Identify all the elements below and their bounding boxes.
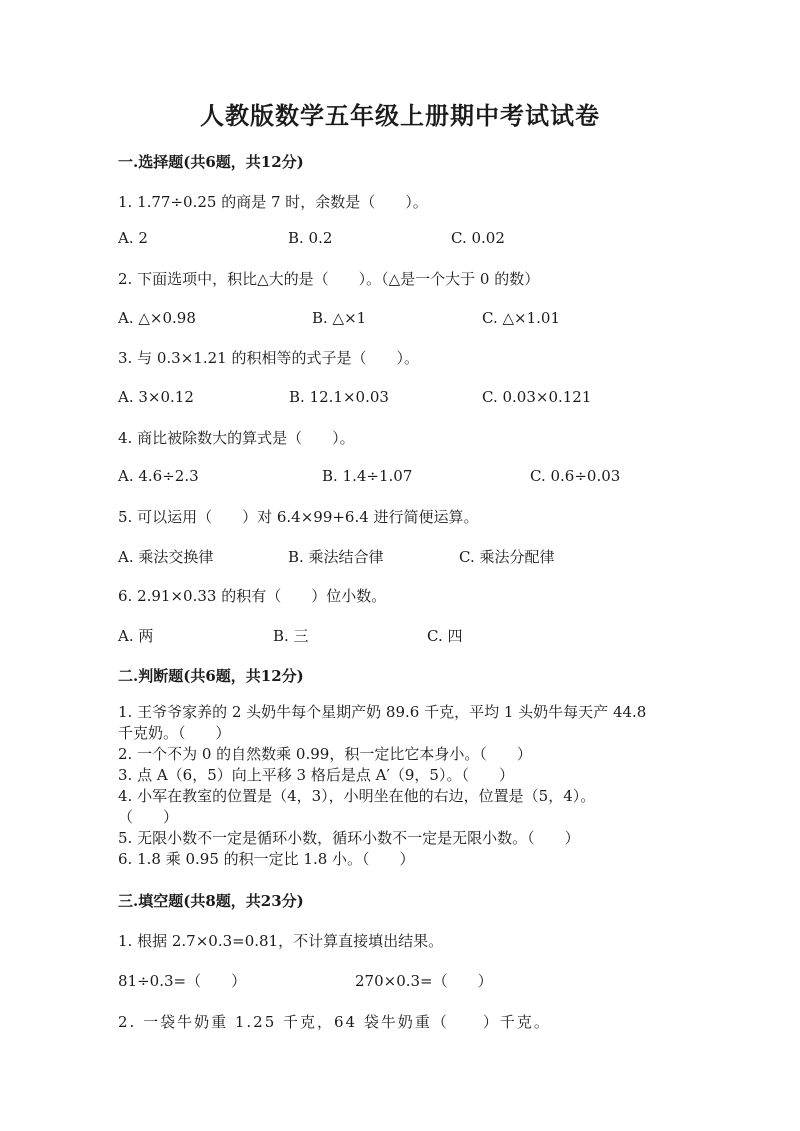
question-stem: 1. 1.77÷0.25 的商是 7 时，余数是（ ）。 bbox=[118, 193, 428, 211]
fill-in-item: 270×0.3=（ ） bbox=[355, 972, 493, 990]
list-item: 千克奶。（ ） bbox=[118, 724, 231, 742]
option-a: A. 两 bbox=[118, 627, 154, 645]
option-c: C. 0.03×0.121 bbox=[482, 388, 592, 406]
question-stem: 1. 根据 2.7×0.3=0.81，不计算直接填出结果。 bbox=[118, 932, 444, 950]
question-stem: 5. 可以运用（ ）对 6.4×99+6.4 进行简便运算。 bbox=[118, 508, 479, 526]
list-item: （ ） bbox=[118, 808, 179, 826]
options-row bbox=[118, 546, 698, 566]
question-stem: 3. 与 0.3×1.21 的积相等的式子是（ ）。 bbox=[118, 349, 419, 367]
question-stem: 2. 下面选项中，积比△大的是（ ）。（△是一个大于 0 的数） bbox=[118, 270, 540, 288]
list-item: 3. 点 A（6，5）向上平移 3 格后是点 A′（9，5）。（ ） bbox=[118, 766, 514, 784]
options-row bbox=[118, 467, 698, 487]
section-heading-true-false: 二.判断题(共6题，共12分) bbox=[118, 667, 304, 685]
list-item: 6. 1.8 乘 0.95 的积一定比 1.8 小。（ ） bbox=[118, 850, 415, 868]
option-c: C. 乘法分配律 bbox=[459, 548, 555, 566]
option-b: B. 12.1×0.03 bbox=[289, 388, 389, 406]
option-b: B. 0.2 bbox=[288, 229, 333, 247]
option-a: A. 乘法交换律 bbox=[118, 548, 214, 566]
option-a: A. 4.6÷2.3 bbox=[118, 467, 199, 485]
option-b: B. △×1 bbox=[312, 309, 367, 327]
option-a: A. 2 bbox=[118, 229, 148, 247]
section-heading-choice: 一.选择题(共6题，共12分) bbox=[118, 153, 304, 171]
options-row bbox=[118, 388, 698, 408]
section-heading-fill-in: 三.填空题(共8题，共23分) bbox=[118, 892, 304, 910]
option-c: C. △×1.01 bbox=[482, 309, 560, 327]
option-c: C. 0.02 bbox=[451, 229, 505, 247]
list-item: 4. 小军在教室的位置是（4，3），小明坐在他的右边，位置是（5，4）。 bbox=[118, 787, 596, 805]
question-stem: 2. 一袋牛奶重 1.25 千克，64 袋牛奶重（ ）千克。 bbox=[118, 1013, 551, 1031]
list-item: 1. 王爷爷家养的 2 头奶牛每个星期产奶 89.6 千克，平均 1 头奶牛每天产 44.8 bbox=[118, 703, 647, 721]
fill-in-item: 81÷0.3=（ ） bbox=[118, 972, 247, 990]
option-b: B. 1.4÷1.07 bbox=[322, 467, 413, 485]
list-item: 5. 无限小数不一定是循环小数，循环小数不一定是无限小数。（ ） bbox=[118, 829, 580, 847]
options-row bbox=[118, 309, 698, 329]
option-c: C. 0.6÷0.03 bbox=[530, 467, 621, 485]
option-a: A. 3×0.12 bbox=[118, 388, 194, 406]
question-stem: 6. 2.91×0.33 的积有（ ）位小数。 bbox=[118, 587, 387, 605]
question-stem: 4. 商比被除数大的算式是（ ）。 bbox=[118, 429, 355, 447]
list-item: 2. 一个不为 0 的自然数乘 0.99，积一定比它本身小。（ ） bbox=[118, 745, 532, 763]
option-b: B. 三 bbox=[273, 627, 309, 645]
option-b: B. 乘法结合律 bbox=[288, 548, 384, 566]
options-row bbox=[118, 229, 698, 249]
fill-in-row bbox=[118, 970, 698, 990]
option-c: C. 四 bbox=[427, 627, 463, 645]
true-false-list bbox=[118, 702, 698, 870]
option-a: A. △×0.98 bbox=[118, 309, 196, 327]
page-title: 人教版数学五年级上册期中考试试卷 bbox=[200, 101, 600, 130]
options-row bbox=[118, 625, 698, 645]
